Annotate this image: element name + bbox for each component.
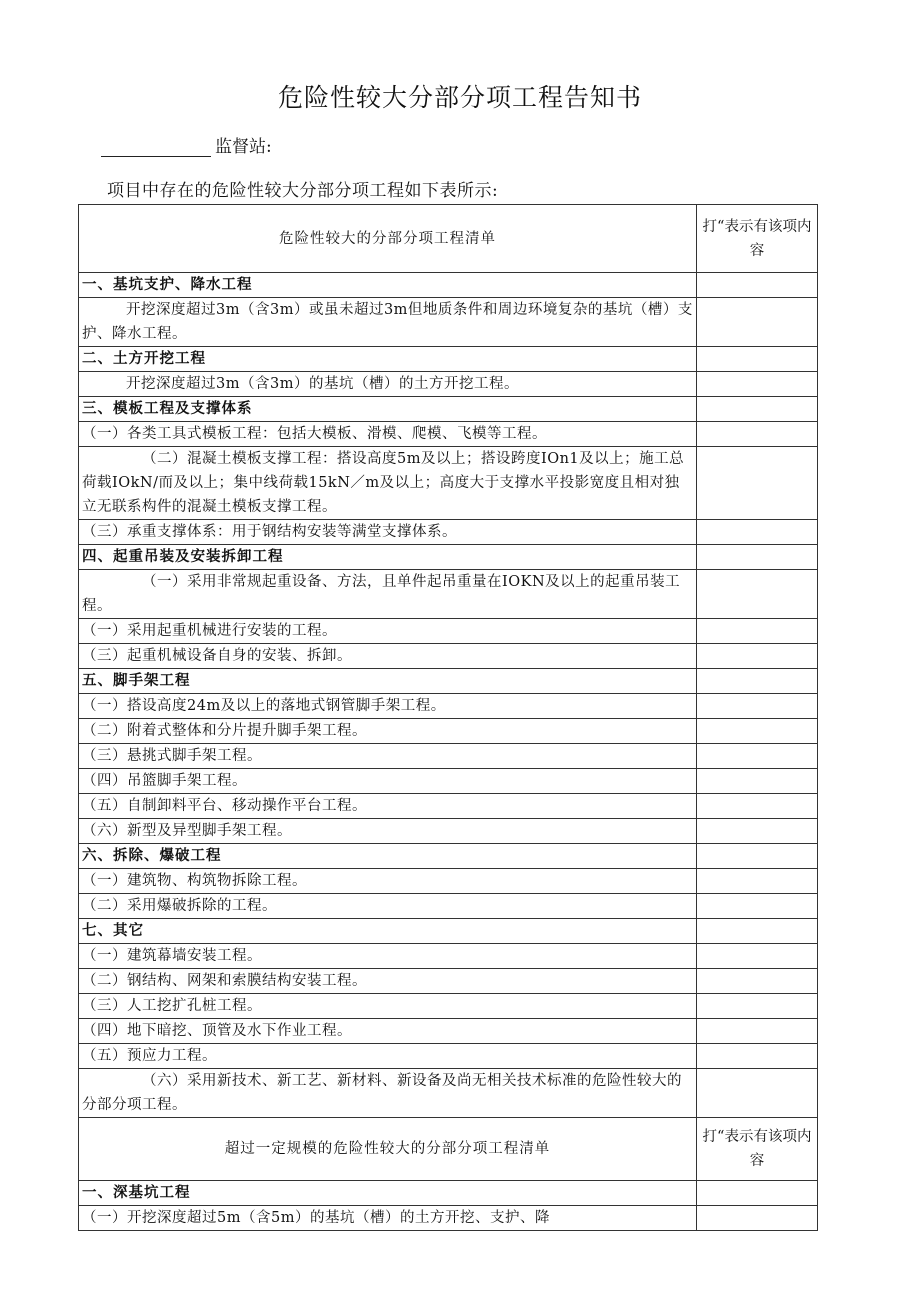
item-row [79, 422, 818, 447]
category-row [79, 844, 818, 869]
item-text: （四）吊篮脚手架工程。 [79, 769, 697, 794]
item-text: （一）建筑幕墙安装工程。 [79, 944, 697, 969]
mark-cell[interactable] [697, 447, 818, 520]
supervision-station-line [101, 132, 272, 157]
mark-cell[interactable] [697, 347, 818, 372]
table-header-title: 危险性较大的分部分项工程清单 [79, 205, 697, 273]
mark-cell[interactable] [697, 919, 818, 944]
item-row [79, 744, 818, 769]
item-row [79, 869, 818, 894]
category-row [79, 397, 818, 422]
intro-text: 项目中存在的危险性较大分部分项工程如下表所示: [107, 181, 499, 201]
mark-cell[interactable] [697, 719, 818, 744]
item-row [79, 298, 818, 347]
mark-cell[interactable] [697, 969, 818, 994]
category-label: 二、土方开挖工程 [79, 347, 697, 372]
item-text: （一）开挖深度超过5m（含5m）的基坑（槽）的土方开挖、支护、降 [79, 1206, 697, 1231]
mark-cell[interactable] [697, 1019, 818, 1044]
hazard-table [78, 204, 818, 1231]
item-text: （三）承重支撑体系：用于钢结构安装等满堂支撑体系。 [79, 520, 697, 545]
mark-cell[interactable] [697, 520, 818, 545]
mark-cell[interactable] [697, 545, 818, 570]
mark-cell[interactable] [697, 744, 818, 769]
item-row [79, 794, 818, 819]
mark-cell[interactable] [697, 694, 818, 719]
item-text: （六）采用新技术、新工艺、新材料、新设备及尚无相关技术标准的危险性较大的分部分项工程。 [79, 1069, 697, 1118]
item-row [79, 1019, 818, 1044]
category-row [79, 273, 818, 298]
category-label: 六、拆除、爆破工程 [79, 844, 697, 869]
item-row [79, 447, 818, 520]
station-label: 监督站: [215, 137, 272, 157]
mark-column-header: 打“表示有该项内容 [697, 205, 818, 273]
item-text: （四）地下暗挖、顶管及水下作业工程。 [79, 1019, 697, 1044]
mark-cell[interactable] [697, 570, 818, 619]
item-row [79, 769, 818, 794]
mark-cell[interactable] [697, 844, 818, 869]
item-text: （三）悬挑式脚手架工程。 [79, 744, 697, 769]
item-text: 开挖深度超过3m（含3m）或虽未超过3m但地质条件和周边环境复杂的基坑（槽）支护、降水工程。 [79, 298, 697, 347]
mark-cell[interactable] [697, 819, 818, 844]
category-label: 七、其它 [79, 919, 697, 944]
mark-cell[interactable] [697, 397, 818, 422]
item-text: （二）附着式整体和分片提升脚手架工程。 [79, 719, 697, 744]
item-row [79, 894, 818, 919]
item-text: （三）起重机械设备自身的安装、拆卸。 [79, 644, 697, 669]
category-label: 三、模板工程及支撑体系 [79, 397, 697, 422]
item-text: （一）建筑物、构筑物拆除工程。 [79, 869, 697, 894]
mark-cell[interactable] [697, 869, 818, 894]
category-row [79, 347, 818, 372]
item-text: （三）人工挖扩孔桩工程。 [79, 994, 697, 1019]
table-header-row-2 [79, 1118, 818, 1181]
item-text: （一）各类工具式模板工程：包括大模板、滑模、爬模、飞模等工程。 [79, 422, 697, 447]
mark-cell[interactable] [697, 1044, 818, 1069]
category-row [79, 1181, 818, 1206]
category-label: 一、基坑支护、降水工程 [79, 273, 697, 298]
item-text: （二）钢结构、网架和索膜结构安装工程。 [79, 969, 697, 994]
category-row [79, 545, 818, 570]
item-text: （一）采用非常规起重设备、方法，且单件起吊重量在IOKN及以上的起重吊装工程。 [79, 570, 697, 619]
mark-cell[interactable] [697, 619, 818, 644]
category-label: 四、起重吊装及安装拆卸工程 [79, 545, 697, 570]
mark-column-header-2: 打“表示有该项内容 [697, 1118, 818, 1181]
mark-cell[interactable] [697, 422, 818, 447]
category-label: 一、深基坑工程 [79, 1181, 697, 1206]
item-text: （五）预应力工程。 [79, 1044, 697, 1069]
item-text: 开挖深度超过3m（含3m）的基坑（槽）的土方开挖工程。 [79, 372, 697, 397]
item-text: （二）采用爆破拆除的工程。 [79, 894, 697, 919]
mark-cell[interactable] [697, 644, 818, 669]
item-row [79, 994, 818, 1019]
item-row [79, 372, 818, 397]
item-text: （六）新型及异型脚手架工程。 [79, 819, 697, 844]
mark-cell[interactable] [697, 894, 818, 919]
item-row [79, 944, 818, 969]
item-row [79, 570, 818, 619]
table-header-row [79, 205, 818, 273]
category-row [79, 669, 818, 694]
item-row [79, 1206, 818, 1231]
item-row [79, 1044, 818, 1069]
item-row [79, 694, 818, 719]
mark-cell[interactable] [697, 372, 818, 397]
mark-cell[interactable] [697, 298, 818, 347]
item-text: （一）采用起重机械进行安装的工程。 [79, 619, 697, 644]
mark-cell[interactable] [697, 1206, 818, 1231]
mark-cell[interactable] [697, 944, 818, 969]
item-row [79, 644, 818, 669]
table-header-title-2: 超过一定规模的危险性较大的分部分项工程清单 [79, 1118, 697, 1181]
category-row [79, 919, 818, 944]
mark-cell[interactable] [697, 1181, 818, 1206]
item-row [79, 619, 818, 644]
mark-cell[interactable] [697, 994, 818, 1019]
item-row [79, 1069, 818, 1118]
item-text: （一）搭设高度24m及以上的落地式钢管脚手架工程。 [79, 694, 697, 719]
mark-cell[interactable] [697, 1069, 818, 1118]
mark-cell[interactable] [697, 669, 818, 694]
category-label: 五、脚手架工程 [79, 669, 697, 694]
mark-cell[interactable] [697, 769, 818, 794]
mark-cell[interactable] [697, 794, 818, 819]
item-row [79, 819, 818, 844]
item-row [79, 969, 818, 994]
document-title: 危险性较大分部分项工程告知书 [277, 83, 642, 112]
mark-cell[interactable] [697, 273, 818, 298]
item-text: （二）混凝土模板支撑工程：搭设高度5m及以上；搭设跨度IOn1及以上；施工总荷载IOkN/而及以上；集中线荷载15kN／m及以上；高度大于支撑水平投影宽度且相对独立无联系构件的混凝土模板支撑工程。 [79, 447, 697, 520]
item-text: （五）自制卸料平台、移动操作平台工程。 [79, 794, 697, 819]
item-row [79, 719, 818, 744]
station-name-blank [101, 136, 211, 157]
item-row [79, 520, 818, 545]
